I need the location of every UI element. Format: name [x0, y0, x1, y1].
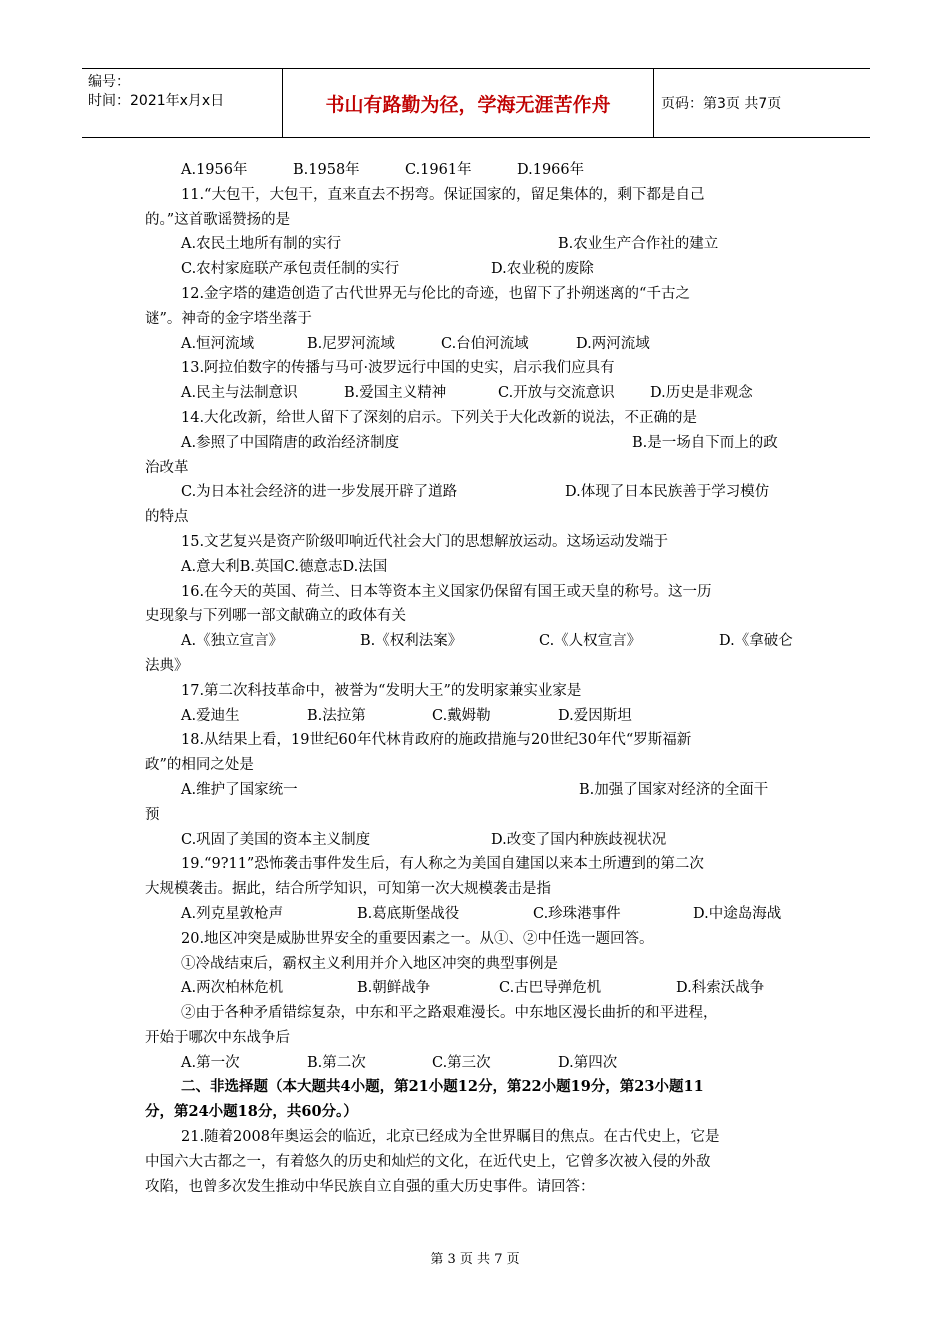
q14-option-b-cont: 治改革: [145, 459, 189, 476]
q15-stem: 15.文艺复兴是资产阶级叩响近代社会大门的思想解放运动。这场运动发端于: [181, 533, 669, 550]
page-footer: 第 3 页 共 7 页: [430, 1252, 520, 1267]
option: D.中途岛海战: [693, 905, 782, 922]
option: D.第四次: [558, 1054, 618, 1071]
q16-stem: 16.在今天的英国、荷兰、日本等资本主义国家仍保留有国王或天皇的称号。这一历: [181, 583, 712, 600]
q21-line: 21.随着2008年奥运会的临近，北京已经成为全世界瞩目的焦点。在古代史上，它是: [181, 1129, 720, 1146]
q12-stem: 12.金字塔的建造创造了古代世界无与伦比的奇迹，也留下了扑朔迷离的“千古之: [181, 285, 690, 302]
q18-options-cd: [145, 828, 805, 853]
q19-options: [145, 902, 805, 927]
option: B.农业生产合作社的建立: [558, 236, 719, 253]
q18-stem: 18.从结果上看，19世纪60年代林肯政府的施政措施与20世纪30年代“罗斯福新: [181, 732, 692, 749]
header-left-cell: [88, 73, 280, 111]
option: A.恒河流域: [181, 335, 255, 352]
q15-options: A.意大利B.英国C.德意志D.法国: [181, 558, 388, 575]
option: A.参照了中国隋唐的政治经济制度: [181, 434, 400, 451]
option: B.加强了国家对经济的全面干: [579, 781, 769, 798]
q21-line: 攻陷，也曾多次发生推动中华民族自立自强的重大历史事件。请回答：: [145, 1178, 595, 1195]
option: D.历史是非观念: [650, 385, 753, 402]
header-divider: [653, 69, 654, 137]
document-body: [145, 158, 805, 1199]
q20-sub1-options: [145, 976, 805, 1001]
q16-options: [145, 629, 805, 654]
option: B.1958年: [293, 162, 360, 178]
q14-stem: 14.大化改新，给世人留下了深刻的启示。下列关于大化改新的说法，不正确的是: [181, 409, 698, 426]
option: B.尼罗河流域: [307, 335, 395, 352]
q10-options: [145, 158, 805, 183]
q20-sub2-options: [145, 1051, 805, 1076]
option: B.第二次: [307, 1054, 366, 1071]
option: C.农村家庭联产承包责任制的实行: [181, 261, 400, 278]
q20-sub1-stem: ①冷战结束后，霸权主义利用并介入地区冲突的典型事例是: [181, 955, 558, 972]
option: B.法拉第: [307, 707, 366, 724]
option: D.改变了国内种族歧视状况: [491, 831, 667, 848]
q14-option-d-cont: 的特点: [145, 509, 189, 526]
q14-options-cd: [145, 480, 805, 505]
q14-options-ab: [145, 431, 805, 456]
option: D.两河流域: [576, 335, 650, 352]
option: A.维护了国家统一: [181, 781, 298, 798]
option: A.第一次: [181, 1054, 240, 1071]
option: C.台伯河流域: [441, 335, 529, 352]
q16-option-d-cont: 法典》: [145, 657, 189, 674]
option: A.《独立宣言》: [181, 633, 284, 650]
option: D.《拿破仑: [719, 633, 793, 650]
option: C.古巴导弹危机: [499, 980, 602, 997]
header-page-info: 页码：第3页 共7页: [661, 96, 782, 112]
q13-options: [145, 381, 805, 406]
q20-sub2-stem: ②由于各种矛盾错综复杂，中东和平之路艰难漫长。中东地区漫长曲折的和平进程，: [181, 1005, 718, 1022]
q21-line: 中国六大古都之一，有着悠久的历史和灿烂的文化，在近代史上，它曾多次被入侵的外敌: [145, 1153, 711, 1170]
option: C.开放与交流意识: [498, 385, 615, 402]
q12-options: [145, 332, 805, 357]
q12-stem-cont: 谜”。神奇的金字塔坐落于: [145, 310, 312, 327]
q16-stem-cont: 史现象与下列哪一部文献确立的政体有关: [145, 608, 406, 625]
q11-options-cd: [145, 257, 805, 282]
option: B.爱国主义精神: [344, 385, 447, 402]
option: A.列克星敦枪声: [181, 905, 284, 922]
option: A.1956年: [181, 162, 248, 178]
option: C.为日本社会经济的进一步发展开辟了道路: [181, 484, 458, 501]
q20-sub2-stem-cont: 开始于哪次中东战争后: [145, 1029, 290, 1046]
option: D.农业税的废除: [491, 261, 594, 278]
option: C.珍珠港事件: [533, 905, 621, 922]
option: A.两次柏林危机: [181, 980, 284, 997]
q19-stem-cont: 大规模袭击。据此，结合所学知识，可知第一次大规模袭击是指: [145, 881, 551, 898]
q11-stem: 11.“大包干，大包干，直来直去不拐弯。保证国家的，留足集体的，剩下都是自己: [181, 186, 705, 203]
section-2-title-cont: 分，第24小题18分，共60分。）: [145, 1103, 358, 1121]
q17-stem: 17.第二次科技革命中，被誉为“发明大王”的发明家兼实业家是: [181, 682, 582, 699]
option: B.是一场自下而上的政: [632, 434, 778, 451]
page-header: [82, 68, 870, 138]
option: D.爱因斯坦: [558, 707, 632, 724]
q18-option-b-cont: 预: [145, 806, 160, 823]
header-motto: 书山有路勤为径，学海无涯苦作舟: [325, 93, 611, 116]
option: B.《权利法案》: [360, 633, 463, 650]
section-2-title: 二、非选择题（本大题共4小题，第21小题12分，第22小题19分，第23小题11: [181, 1078, 704, 1096]
option: C.《人权宣言》: [539, 633, 642, 650]
option: D.体现了日本民族善于学习模仿: [565, 484, 770, 501]
q11-stem-cont: 的。”这首歌谣赞扬的是: [145, 211, 291, 228]
date-label: 时间：2021年x月x日: [88, 93, 225, 109]
q20-stem: 20.地区冲突是威胁世界安全的重要因素之一。从①、②中任选一题回答。: [181, 930, 654, 947]
option: C.第三次: [432, 1054, 491, 1071]
q13-stem: 13.阿拉伯数字的传播与马可·波罗远行中国的史实，启示我们应具有: [181, 360, 615, 377]
q11-options-ab: [145, 232, 805, 257]
option: C.巩固了美国的资本主义制度: [181, 831, 371, 848]
option: D.1966年: [517, 162, 585, 178]
q18-options-ab: [145, 778, 805, 803]
option: A.民主与法制意识: [181, 385, 298, 402]
option: D.科索沃战争: [676, 980, 765, 997]
serial-label: 编号：: [88, 74, 130, 90]
option: A.农民土地所有制的实行: [181, 236, 342, 253]
option: C.戴姆勒: [432, 707, 491, 724]
q18-stem-cont: 政”的相同之处是: [145, 757, 254, 774]
q19-stem: 19.“9?11”恐怖袭击事件发生后，有人称之为美国自建国以来本土所遭到的第二次: [181, 856, 704, 873]
option: B.朝鲜战争: [357, 980, 431, 997]
option: B.葛底斯堡战役: [357, 905, 460, 922]
q17-options: [145, 704, 805, 729]
option: A.爱迪生: [181, 707, 240, 724]
option: C.1961年: [405, 162, 472, 178]
